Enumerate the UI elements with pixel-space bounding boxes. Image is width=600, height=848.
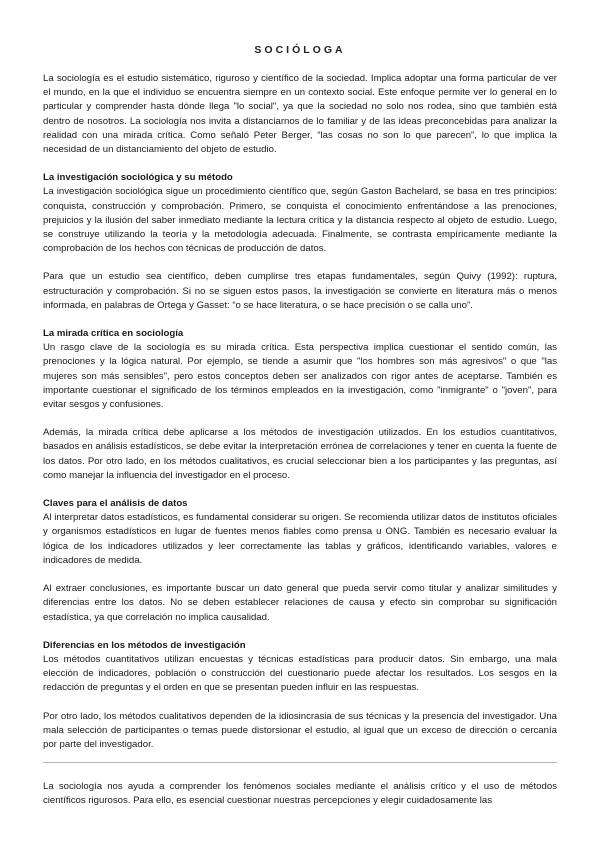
paragraph: La investigación sociológica sigue un procedimiento científico que, según Gaston Bachelard, se basa en tres principios: conquista, construcción y comprobación. Primero, se conquista el conocimiento enfrentándose a las prenociones, prejuicios y la ilusión del saber inmediato mediante la lectura crítica y la distancia respecto al objeto de estudio. Luego, se construye utilizando la teoría y la metodología adecuada. Finalmente, se contrasta empíricamente mediante la comprobación de los hechos con técnicas de producción de datos. xyxy=(43,186,557,255)
paragraph: Por otro lado, los métodos cualitativos dependen de la idiosincrasia de sus técnicas y la presencia del investigador. Una mala selección de participantes o temas puede distorsionar el estudio, al igual que un exceso de dirección o cercanía por parte del investigador. xyxy=(43,710,557,750)
paragraph: Para que un estudio sea científico, deben cumplirse tres etapas fundamentales, según Quivy (1992): ruptura, estructuración y comprobación. Si no se siguen estos pasos, la investigación se convierte en literatura más o menos informada, en palabras de Ortega y Gasset: “o se hace literatura, o se hace precisión o se calla uno”. xyxy=(43,271,557,311)
paragraph: Los métodos cuantitativos utilizan encuestas y técnicas estadísticas para producir datos. Sin embargo, una mala elección de indicadores, población o construcción del cuestionario puede afectar los resultados. Los sesgos en la redacción de preguntas y el orden en que se presentan pueden influir en las respuestas. xyxy=(43,653,557,694)
paragraph: Al interpretar datos estadísticos, es fundamental considerar su origen. Se recomienda utilizar datos de institutos oficiales y organismos estadísticos en lugar de fuentes menos fiables como prensa u ONG. También es necesario evaluar la lógica de los indicadores utilizados y leer correctamente las tablas y gráficos, identificando variables, valores e indicadores de medida. xyxy=(43,512,557,566)
section-heading-data-analysis: Claves para el análisis de datos xyxy=(43,498,188,510)
section-heading-methods-differences: Diferencias en los métodos de investigación xyxy=(43,639,246,651)
paragraph: Un rasgo clave de la sociología es su mirada crítica. Esta perspectiva implica cuestionar el sentido común, las prenociones y la lógica natural. Por ejemplo, se tiende a asumir que "los hombres son más agresivos" o que "las mujeres son más sensibles", pero estos conceptos deben ser analizados con rigor antes de aceptarse. También es importante cuestionar el significado de los términos empleados en la investigación, como "inmigrante" o "joven", para evitar sesgos y confusiones. xyxy=(43,342,557,411)
section-heading-method: La investigación sociológica y su método xyxy=(43,172,233,184)
intro-paragraph: La sociología es el estudio sistemático, riguroso y científico de la sociedad. Implica adoptar una forma particular de ver el mundo, en la que el individuo se encuentra siempre en un contexto social. Este enfoque permite ver lo general en lo particular y comprender hasta dónde llega "lo social", ya que la sociedad no solo nos rodea, sino que también está dentro de nosotros. La sociología nos invita a distanciarnos de lo familiar y de las ideas preconcebidas para analizar la realidad con una mirada crítica. Como señaló Peter Berger, “las cosas no son lo que parecen”, lo que implica la necesidad de un distanciamiento del objeto de estudio. xyxy=(43,73,557,156)
page-title: SOCIÓLOGA xyxy=(254,44,346,56)
paragraph: Al extraer conclusiones, es importante buscar un dato general que pueda servir como titular y analizar similitudes y diferencias entre los datos. No se deben establecer relaciones de causa y efecto sin comprobar su significación estadística, ya que correlación no implica causalidad. xyxy=(43,583,557,623)
divider xyxy=(43,762,557,763)
conclusion-paragraph: La sociología nos ayuda a comprender los fenómenos sociales mediante el análisis crítico y el uso de métodos científicos rigurosos. Para ello, es esencial cuestionar nuestras percepciones y elegir cuidadosamente las xyxy=(43,780,557,806)
paragraph: Además, la mirada crítica debe aplicarse a los métodos de investigación utilizados. En los estudios cuantitativos, basados en análisis estadísticos, se debe evitar la interpretación errónea de correlaciones y tener en cuenta la fuente de los datos. Por otro lado, en los métodos cualitativos, es crucial seleccionar bien a los participantes y las preguntas, así como manejar la influencia del investigador en el proceso. xyxy=(43,427,557,481)
document-body xyxy=(43,72,557,752)
section-heading-critical-view: La mirada crítica en sociología xyxy=(43,328,184,340)
